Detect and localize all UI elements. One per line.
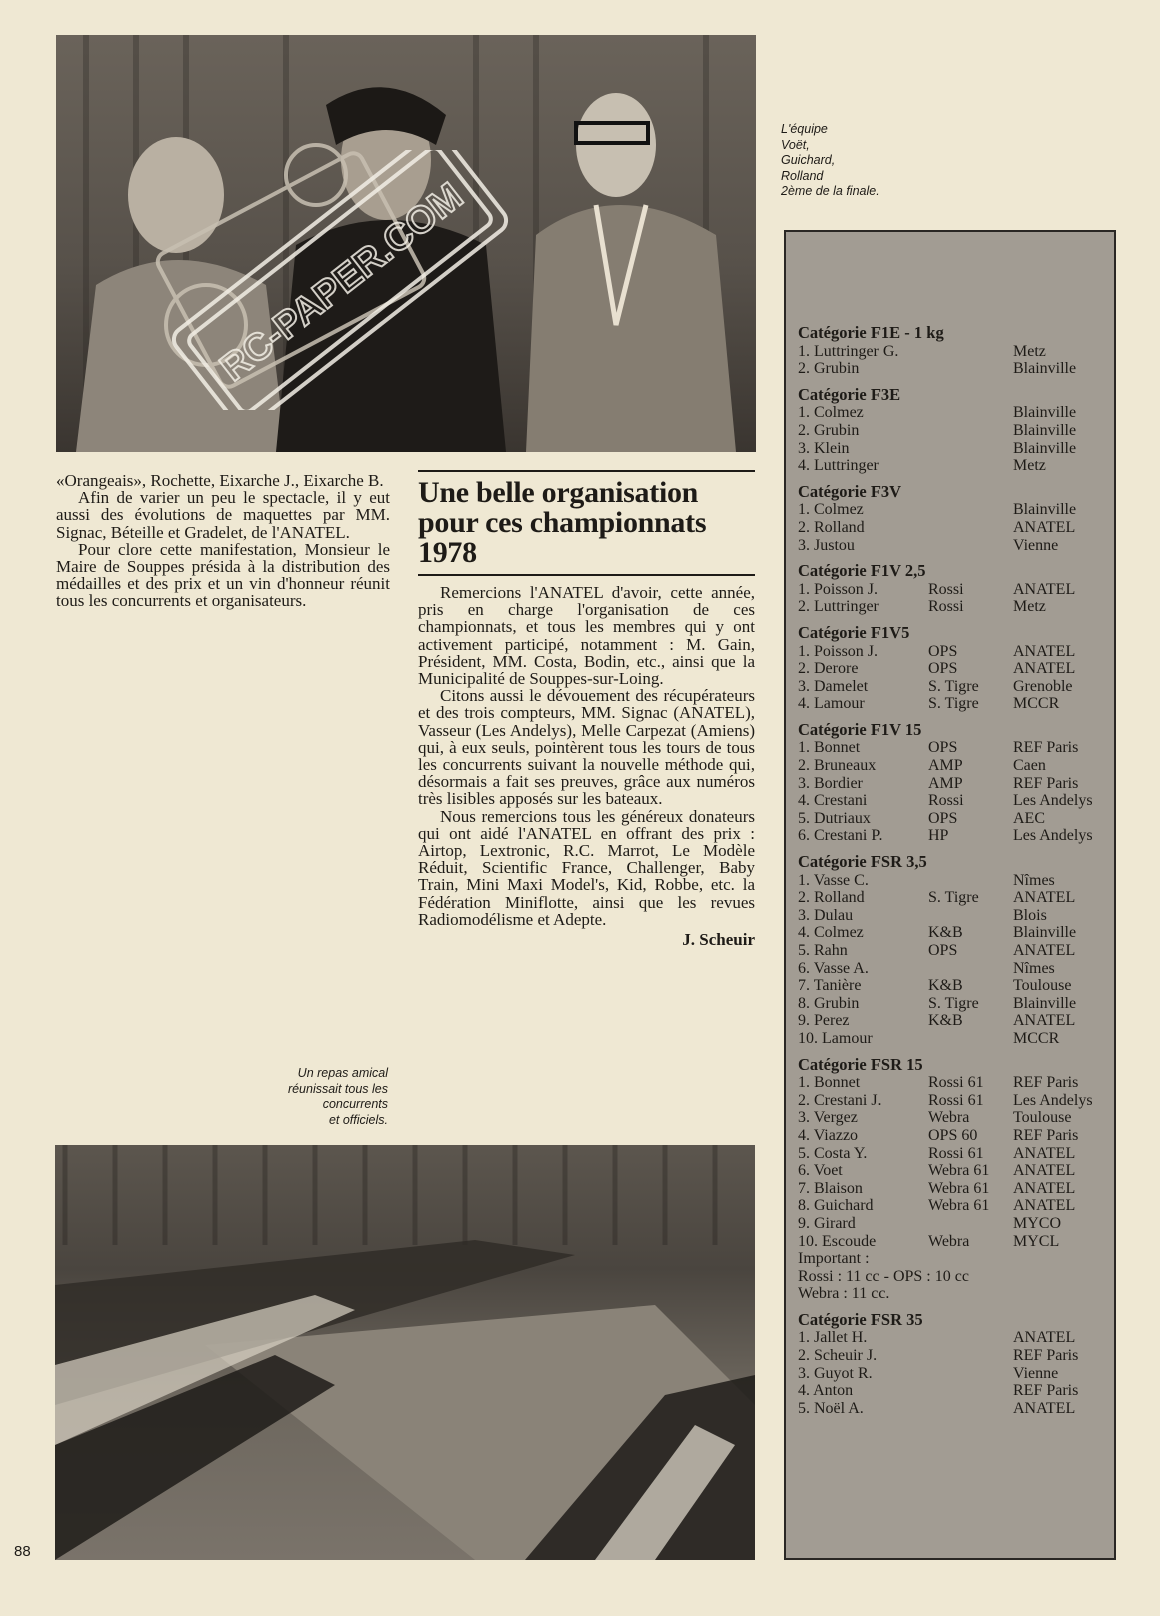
club: Blainville: [1013, 421, 1077, 439]
club: REF Paris: [1013, 739, 1079, 757]
result-row: [798, 810, 1102, 828]
caption-line: réunissait tous les: [287, 1081, 388, 1096]
result-row: [798, 695, 1102, 713]
result-row: [798, 537, 1102, 555]
caption-line: et officiels.: [328, 1112, 388, 1127]
result-row: [798, 598, 1102, 616]
caption-line: Guichard,: [781, 153, 836, 167]
engine: HP: [928, 827, 949, 845]
club: Blainville: [1013, 404, 1077, 422]
result-row: [798, 581, 1102, 599]
club: Toulouse: [1013, 1109, 1072, 1127]
result-row: [798, 343, 1102, 361]
competitor-name: 2. Crestani J.: [798, 1091, 882, 1109]
result-row: [798, 1127, 1102, 1145]
competitor-name: 7. Tanière: [798, 977, 862, 995]
engine: S. Tigre: [928, 677, 979, 695]
club: Vienne: [1013, 536, 1059, 554]
result-row: [798, 1365, 1102, 1383]
engine: [928, 422, 1013, 440]
competitor-name: 3. Klein: [798, 439, 850, 457]
engine: AMP: [928, 774, 963, 792]
competitor-name: 8. Guichard: [798, 1197, 874, 1215]
result-row: [798, 1074, 1102, 1092]
competitor-name: 4. Viazzo: [798, 1126, 859, 1144]
article-title-rule: [418, 574, 755, 576]
result-row: [798, 1162, 1102, 1180]
result-row: [798, 1400, 1102, 1418]
competitor-name: 3. Justou: [798, 536, 855, 554]
engine: [928, 1347, 1013, 1365]
result-row: [798, 422, 1102, 440]
article: [418, 470, 755, 950]
engine: [928, 1329, 1013, 1347]
competitor-name: 3. Bordier: [798, 774, 863, 792]
left-column-text: [56, 472, 390, 610]
result-row: [798, 872, 1102, 890]
engine: OPS: [928, 660, 958, 678]
result-row: [798, 1012, 1102, 1030]
club: ANATEL: [1013, 1162, 1076, 1180]
competitor-name: 2. Rolland: [798, 518, 865, 536]
results-category: [798, 853, 1102, 1048]
result-row: [798, 440, 1102, 458]
result-row: [798, 1092, 1102, 1110]
competitor-name: 5. Dutriaux: [798, 809, 871, 827]
engine: [928, 1400, 1013, 1418]
club: Les Andelys: [1013, 792, 1093, 810]
competitor-name: 2. Rolland: [798, 889, 865, 907]
caption-line: 2ème de la finale.: [781, 184, 880, 198]
result-row: [798, 360, 1102, 378]
result-row: [798, 1215, 1102, 1233]
club: ANATEL: [1013, 1329, 1076, 1347]
category-title: Catégorie FSR 3,5: [798, 852, 927, 872]
engine: [928, 1382, 1013, 1400]
competitor-name: 2. Luttringer: [798, 598, 879, 616]
competitor-name: 5. Noël A.: [798, 1399, 864, 1417]
engine-note: Webra : 11 cc.: [798, 1285, 890, 1303]
result-row: [798, 739, 1102, 757]
results-table: [784, 230, 1116, 1560]
result-row: [798, 960, 1102, 978]
engine: Webra 61: [928, 1162, 990, 1180]
engine: Webra: [928, 1232, 970, 1250]
competitor-name: 2. Scheuir J.: [798, 1347, 878, 1365]
engine-note: Rossi : 11 cc - OPS : 10 cc: [798, 1267, 969, 1285]
result-row: [798, 792, 1102, 810]
engine-note: Important :: [798, 1250, 870, 1268]
result-row: [798, 678, 1102, 696]
engine: OPS: [928, 942, 958, 959]
club: Vienne: [1013, 1364, 1059, 1382]
competitor-name: 1. Luttringer G.: [798, 342, 899, 360]
article-title: Une belle organisation pour ces championnats 1978: [418, 476, 707, 569]
category-title: Catégorie F1V 15: [798, 719, 922, 739]
paragraph: Afin de varier un peu le spectacle, il y eut aussi des évolutions de maquettes par MM. Signac, Béteille et Gradelet, de l'ANATEL.: [56, 488, 390, 542]
caption-line: L'équipe: [781, 122, 828, 136]
result-row: [798, 1233, 1102, 1251]
results-category: [798, 386, 1102, 475]
club: Les Andelys: [1013, 1091, 1093, 1109]
paragraph: Remercions l'ANATEL d'avoir, cette année, pris en charge l'organisation de ces championnats, et tous les membres qui y ont activement participé, notamment : M. Gain, Président, MM. Costa, Bodin, etc., ainsi que la Municipalité de Souppes-sur-Loing.: [418, 583, 755, 689]
caption-line: Voët,: [781, 137, 810, 152]
article-signature: J. Scheuir: [682, 930, 755, 950]
paragraph: Citons aussi le dévouement des récupérateurs et des trois compteurs, MM. Signac (ANATEL), Vasseur (Les Andelys), Melle Carpezat (Amiens) qui, à eux seuls, pointèrent tous les tours de tous les concurrents suivant la nouvelle méthode qui, désormais a fait ses preuves, grâce aux numéros très lisibles apposés sur les bateaux.: [418, 686, 755, 809]
results-category: [798, 721, 1102, 845]
photo-bottom-caption: [250, 1066, 388, 1128]
club: Grenoble: [1013, 677, 1073, 695]
club: Caen: [1013, 757, 1046, 775]
engine: K&B: [928, 1012, 963, 1030]
category-title: Catégorie F1E - 1 kg: [798, 323, 944, 342]
competitor-name: 1. Bonnet: [798, 1074, 861, 1092]
result-row: [798, 775, 1102, 793]
result-row: [798, 501, 1102, 519]
result-row: [798, 519, 1102, 537]
article-top-rule: [418, 470, 755, 472]
category-title: Catégorie FSR 15: [798, 1054, 923, 1074]
club: ANATEL: [1013, 580, 1076, 598]
club: ANATEL: [1013, 889, 1076, 907]
club: REF Paris: [1013, 1074, 1079, 1092]
result-row: [798, 1329, 1102, 1347]
competitor-name: 6. Crestani P.: [798, 827, 883, 845]
engine: K&B: [928, 977, 963, 995]
results-category: [798, 1311, 1102, 1418]
results-category: [798, 624, 1102, 713]
engine: [928, 501, 1013, 519]
engine: [928, 360, 1013, 378]
watermark-stamp: [140, 150, 540, 410]
result-row: [798, 1109, 1102, 1127]
club: ANATEL: [1013, 1399, 1076, 1417]
engine: AMP: [928, 757, 963, 775]
competitor-name: 5. Costa Y.: [798, 1144, 868, 1162]
result-row: [798, 404, 1102, 422]
engine: [928, 907, 1013, 925]
result-row: [798, 827, 1102, 845]
club: MYCL: [1013, 1232, 1060, 1250]
engine: K&B: [928, 924, 963, 942]
competitor-name: 10. Escoude: [798, 1232, 877, 1250]
club: Metz: [1013, 598, 1046, 616]
result-row: [798, 1145, 1102, 1163]
engine: S. Tigre: [928, 994, 979, 1012]
competitor-name: 2. Derore: [798, 660, 859, 678]
club: Metz: [1013, 342, 1046, 360]
results-category: [798, 324, 1102, 378]
competitor-name: 6. Voet: [798, 1162, 843, 1180]
competitor-name: 10. Lamour: [798, 1029, 873, 1047]
paragraph: Nous remercions tous les généreux donateurs qui ont aidé l'ANATEL en offrant des prix : Airtop, Lextronic, R.C. Marrot, Le Modèle Réduit, Scientific France, Challenger, Baby Train, Mini Maxi Model's, Kid, Robbe, etc. la Fédération Miniflotte, ainsi que les revues Radiomodélisme et Adepte.: [418, 806, 755, 929]
competitor-name: 1. Jallet H.: [798, 1329, 868, 1347]
club: Nîmes: [1013, 871, 1055, 889]
competitor-name: 2. Grubin: [798, 421, 860, 439]
article-body: [418, 584, 755, 928]
competitor-name: 3. Damelet: [798, 677, 869, 695]
club: ANATEL: [1013, 642, 1076, 660]
category-title: Catégorie F3V: [798, 481, 902, 501]
caption-line: concurrents: [322, 1097, 388, 1111]
club: Blainville: [1013, 360, 1077, 378]
club: ANATEL: [1013, 518, 1076, 536]
competitor-name: 2. Bruneaux: [798, 757, 877, 775]
club: ANATEL: [1013, 1179, 1076, 1197]
competitor-name: 4. Crestani: [798, 792, 868, 810]
engine: Webra 61: [928, 1179, 990, 1197]
club: Metz: [1013, 457, 1046, 475]
club: ANATEL: [1013, 1144, 1076, 1162]
engine: [928, 537, 1013, 555]
result-row: [798, 924, 1102, 942]
club: REF Paris: [1013, 1126, 1079, 1144]
engine: [928, 404, 1013, 422]
competitor-name: 1. Vasse C.: [798, 871, 869, 889]
competitor-name: 1. Poisson J.: [798, 642, 879, 660]
caption-line: Rolland: [781, 168, 824, 183]
competitor-name: 1. Colmez: [798, 501, 864, 519]
paragraph: «Orangeais», Rochette, Eixarche J., Eixarche B.: [56, 471, 384, 490]
club: REF Paris: [1013, 1347, 1079, 1365]
engine: [928, 343, 1013, 361]
category-title: Catégorie F3E: [798, 384, 901, 404]
result-row: [798, 1347, 1102, 1365]
results-category: [798, 483, 1102, 554]
result-row: [798, 457, 1102, 475]
results-category: [798, 1056, 1102, 1303]
competitor-name: 7. Blaison: [798, 1179, 863, 1197]
engine: S. Tigre: [928, 695, 979, 713]
club: Blainville: [1013, 924, 1077, 942]
club: AEC: [1013, 809, 1045, 827]
photo-banquet-hall: [55, 1145, 755, 1560]
competitor-name: 1. Colmez: [798, 404, 864, 422]
caption-line: Un repas amical: [297, 1066, 388, 1080]
club: Nîmes: [1013, 959, 1055, 977]
result-row: [798, 1030, 1102, 1048]
result-row: [798, 995, 1102, 1013]
result-row: [798, 643, 1102, 661]
result-row: [798, 907, 1102, 925]
competitor-name: 1. Bonnet: [798, 739, 861, 757]
result-row: [798, 942, 1102, 960]
result-row: [798, 757, 1102, 775]
result-row: [798, 889, 1102, 907]
engine: OPS: [928, 809, 958, 827]
page-number: 88: [14, 1543, 31, 1560]
competitor-name: 9. Girard: [798, 1214, 856, 1232]
engine: OPS: [928, 642, 958, 660]
engine: [928, 1365, 1013, 1383]
paragraph: Pour clore cette manifestation, Monsieur le Maire de Souppes présida à la distribution des médailles et des prix et un vin d'honneur réunit tous les concurrents et organisateurs.: [56, 539, 390, 611]
engine: Rossi: [928, 792, 964, 810]
club: MYCO: [1013, 1214, 1062, 1232]
engine: [928, 1215, 1013, 1233]
engine: OPS 60: [928, 1126, 978, 1144]
engine: [928, 519, 1013, 537]
competitor-name: 1. Poisson J.: [798, 580, 879, 598]
competitor-name: 4. Colmez: [798, 924, 864, 942]
engine: Webra 61: [928, 1197, 990, 1215]
engine: [928, 1030, 1013, 1048]
engine: [928, 440, 1013, 458]
engine: [928, 872, 1013, 890]
engine: S. Tigre: [928, 889, 979, 907]
club: Blois: [1013, 906, 1047, 924]
engine: Rossi 61: [928, 1091, 984, 1109]
club: ANATEL: [1013, 1197, 1076, 1215]
competitor-name: 4. Luttringer: [798, 457, 879, 475]
category-title: Catégorie FSR 35: [798, 1309, 923, 1329]
competitor-name: 5. Rahn: [798, 942, 848, 959]
club: Les Andelys: [1013, 827, 1093, 845]
club: ANATEL: [1013, 942, 1076, 959]
club: REF Paris: [1013, 774, 1079, 792]
result-row: [798, 977, 1102, 995]
engine: OPS: [928, 739, 958, 757]
club: REF Paris: [1013, 1382, 1079, 1400]
competitor-name: 2. Grubin: [798, 360, 860, 378]
engine: Rossi: [928, 598, 964, 616]
competitor-name: 6. Vasse A.: [798, 959, 869, 977]
engine: Rossi 61: [928, 1144, 984, 1162]
club: Toulouse: [1013, 977, 1072, 995]
competitor-name: 3. Dulau: [798, 906, 854, 924]
competitor-name: 3. Vergez: [798, 1109, 858, 1127]
engine: Rossi 61: [928, 1074, 984, 1092]
result-row: [798, 660, 1102, 678]
club: ANATEL: [1013, 1012, 1076, 1030]
engine: [928, 960, 1013, 978]
competitor-name: 4. Anton: [798, 1382, 854, 1400]
competitor-name: 3. Guyot R.: [798, 1364, 873, 1382]
category-title: Catégorie F1V 2,5: [798, 561, 926, 581]
club: ANATEL: [1013, 660, 1076, 678]
competitor-name: 9. Perez: [798, 1012, 850, 1030]
engine: Webra: [928, 1109, 970, 1127]
competitor-name: 4. Lamour: [798, 695, 865, 713]
competitor-name: 8. Grubin: [798, 994, 860, 1012]
club: Blainville: [1013, 994, 1077, 1012]
result-row: [798, 1382, 1102, 1400]
results-category: [798, 562, 1102, 616]
club: MCCR: [1013, 695, 1060, 713]
watermark-text: RC-PAPER.COM: [212, 175, 471, 390]
club: Blainville: [1013, 501, 1077, 519]
engine: [928, 457, 1013, 475]
result-row: [798, 1197, 1102, 1215]
club: Blainville: [1013, 439, 1077, 457]
engine: Rossi: [928, 580, 964, 598]
club: MCCR: [1013, 1029, 1060, 1047]
result-row: [798, 1180, 1102, 1198]
category-title: Catégorie F1V5: [798, 622, 910, 642]
photo-top-caption: [781, 122, 921, 200]
